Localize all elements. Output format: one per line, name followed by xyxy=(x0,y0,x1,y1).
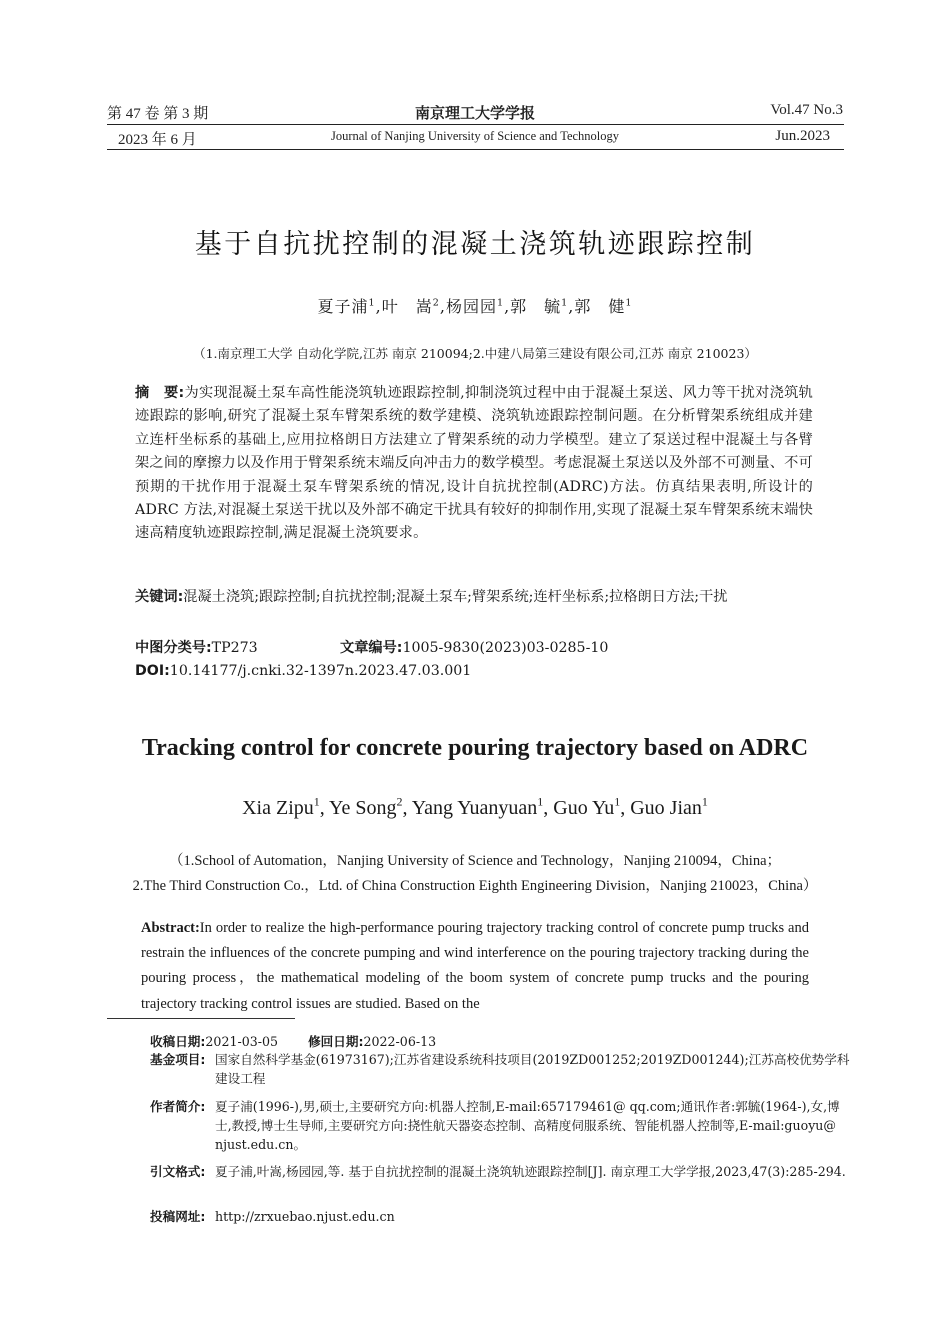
keywords-cn xyxy=(135,586,813,609)
citation-label: 引文格式: xyxy=(150,1164,206,1179)
footnote-dates xyxy=(150,1031,436,1050)
affiliations-cn: （1.南京理工大学 自动化学院,江苏 南京 210094;2.中建八局第三建设有限公司,江苏 南京 210023） xyxy=(193,346,757,361)
footnote-rule xyxy=(107,1018,295,1019)
abstract-cn-text: 为实现混凝土泵车高性能浇筑轨迹跟踪控制,抑制浇筑过程中由于混凝土泵送、风力等干扰对浇筑轨迹跟踪的影响,研究了混凝土泵车臂架系统的数学建模、浇筑轨迹跟踪控制问题。在分析臂架系统组成并建立连杆坐标系的基础上,应用拉格朗日方法建立了臂架系统的动力学模型。建立了泵送过程中混凝土与各臂架之间的摩擦力以及作用于臂架系统末端反向冲击力的数学模型。考虑混凝土泵送以及外部不可测量、不可预期的干扰作用于混凝土泵车臂架系统的情况,设计自抗扰控制(ADRC)方法。仿真结果表明,所设计的 ADRC 方法,对混凝土泵送干扰以及外部不确定干扰具有较好的抑制作用,实现了混凝土泵车臂架系统末端快速高精度轨迹跟踪控制,满足混凝土浇筑要求。 xyxy=(135,385,813,542)
bio-label: 作者简介: xyxy=(150,1099,206,1114)
abstract-en-text: In order to realize the high-performance pouring trajectory tracking control of concrete pump trucks and restrain the influences of the concrete pumping and wind interference on the pouring trajectory tracking during the pouring process，the mathematical modeling of the boom system of concrete pump trucks and the pouring trajectory tracking control issues are studied. Based on the xyxy=(141,920,809,1012)
revised-label: 修回日期: xyxy=(308,1034,364,1049)
article-title-en: Tracking control for concrete pouring trajectory based on ADRC xyxy=(141,735,809,761)
footnote-author-bio xyxy=(150,1097,850,1154)
author-en-3: Yang Yuanyuan$^1$ xyxy=(411,794,544,819)
clc-number xyxy=(135,637,258,657)
doi xyxy=(135,663,471,679)
abstract-en xyxy=(141,916,809,1017)
article-title-cn: 基于自抗扰控制的混凝土浇筑轨迹跟踪控制 xyxy=(194,229,756,260)
fund-label: 基金项目: xyxy=(150,1052,206,1067)
footnote-fund xyxy=(150,1050,850,1088)
header-rule-top xyxy=(107,124,844,125)
author-en-5: Guo Jian$^1$ xyxy=(630,794,708,819)
clc-label: 中图分类号: xyxy=(135,640,212,656)
article-number-label: 文章编号: xyxy=(340,640,403,656)
header-date-en: Jun.2023 xyxy=(775,128,830,144)
url-label: 投稿网址: xyxy=(150,1209,206,1224)
header-journal-title-cn: 南京理工大学学报 xyxy=(414,104,535,122)
revised-date: 2022-06-13 xyxy=(363,1034,437,1049)
author-en-4: Guo Yu$^1$ xyxy=(553,794,621,819)
keywords-cn-label: 关键词: xyxy=(135,589,184,605)
submission-url[interactable]: http://zrxuebao.njust.edu.cn xyxy=(215,1209,395,1224)
author-cn-3: 杨园园$^1$ xyxy=(445,297,505,316)
header-date-cn: 2023 年 6 月 xyxy=(118,132,197,148)
header-rule-bottom xyxy=(107,149,844,150)
footnote-citation xyxy=(150,1162,850,1181)
received-label: 收稿日期: xyxy=(150,1034,206,1049)
abstract-cn xyxy=(135,382,813,546)
header-volume-issue-en: Vol.47 No.3 xyxy=(770,102,843,118)
doi-value: 10.14177/j.cnki.32-1397n.2023.47.03.001 xyxy=(169,663,472,679)
abstract-cn-label: 摘 要: xyxy=(135,385,185,401)
bio-text: 夏子浦(1996-),男,硕士,主要研究方向:机器人控制,E-mail:657179461@ qq.com;通讯作者:郭毓(1964-),女,博士,教授,博士生导师,主要研究方向:挠性航天器姿态控制、高精度伺服系统、智能机器人控制等,E-mail:guoyu@ njust.edu.cn。 xyxy=(215,1099,840,1152)
affiliation-en-line-1: （1.School of Automation，Nanjing University of Science and Technology，Nanjing 210094，China； xyxy=(168,853,782,869)
author-cn-1: 夏子浦$^1$ xyxy=(317,297,376,316)
article-number-value: 1005-9830(2023)03-0285-10 xyxy=(402,640,609,656)
abstract-en-label: Abstract: xyxy=(141,920,200,936)
author-cn-4: 郭 毓$^1$ xyxy=(510,297,569,316)
header-volume-issue-cn: 第 47 卷 第 3 期 xyxy=(107,106,209,122)
doi-label: DOI: xyxy=(135,663,170,679)
author-en-2: Ye Song$^2$ xyxy=(329,794,403,819)
received-date: 2021-03-05 xyxy=(205,1034,279,1049)
fund-text: 国家自然科学基金(61973167);江苏省建设系统科技项目(2019ZD001252;2019ZD001244);江苏高校优势学科建设工程 xyxy=(215,1052,850,1086)
affiliation-en-line-2: 2.The Third Construction Co.，Ltd. of China Construction Eighth Engineering Division，Nanjing 210023，China） xyxy=(132,878,818,894)
author-cn-2: 叶 嵩$^2$ xyxy=(381,297,440,316)
footnote-submission-url xyxy=(150,1207,850,1226)
authors-cn: 夏子浦$^1$,叶 嵩$^2$,杨园园$^1$,郭 毓$^1$,郭 健$^1$ xyxy=(317,297,633,316)
authors-en: Xia Zipu$^1$, Ye Song$^2$, Yang Yuanyuan$^1$, Guo Yu$^1$, Guo Jian$^1$ xyxy=(242,794,708,819)
header-journal-title-en: Journal of Nanjing University of Science and Technology xyxy=(330,129,620,143)
citation-text: 夏子浦,叶嵩,杨园园,等. 基于自抗扰控制的混凝土浇筑轨迹跟踪控制[J]. 南京理工大学学报,2023,47(3):285-294. xyxy=(215,1164,846,1179)
clc-value: TP273 xyxy=(211,640,258,656)
keywords-cn-text: 混凝土浇筑;跟踪控制;自抗扰控制;混凝土泵车;臂架系统;连杆坐标系;拉格朗日方法;干扰 xyxy=(183,589,728,605)
author-cn-5: 郭 健$^1$ xyxy=(574,297,633,316)
article-number xyxy=(340,637,608,657)
author-en-1: Xia Zipu$^1$ xyxy=(242,794,320,819)
